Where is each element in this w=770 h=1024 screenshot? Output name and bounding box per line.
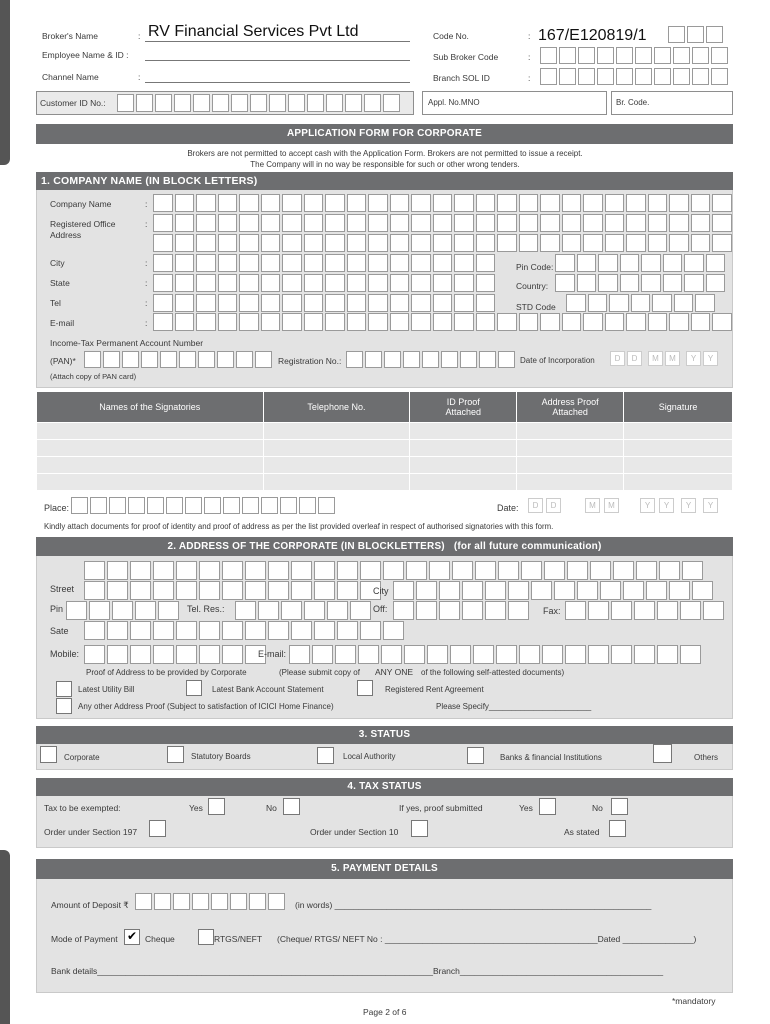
table-cell[interactable] [263,474,410,491]
notice-line-2: The Company will in no way be responsible for such or other wrong tenders. [250,160,520,169]
status-local-authority-label: Local Authority [343,752,396,761]
signatories-id-proof-header: ID Proof Attached [410,392,517,423]
email-label: E-mail [50,318,75,328]
colon: : [145,318,148,328]
sign-date-box[interactable]: Y [640,498,655,513]
email-boxes[interactable] [153,313,732,331]
section-3-title: 3. STATUS [36,726,733,744]
country-label: Country: [516,281,549,291]
date-label: Date: [497,503,519,513]
code-no-boxes[interactable] [668,26,723,43]
order-197-checkbox[interactable] [149,820,166,837]
proof-instruction-b: (Please submit copy of [279,668,360,677]
latest-bank-checkbox[interactable] [186,680,202,696]
std-code-boxes[interactable] [566,294,715,312]
page-number: Page 2 of 6 [363,1007,407,1017]
mode-of-payment-label: Mode of Payment [51,934,118,944]
colon: : [145,298,148,308]
reg-address-boxes-1[interactable] [153,214,732,232]
city-label: City [50,258,65,268]
registration-no-label: Registration No.: [278,356,342,366]
proof-instruction-c: ANY ONE [375,667,414,677]
section-5-title: 5. PAYMENT DETAILS [36,859,733,879]
section-1-title: 1. COMPANY NAME (IN BLOCK LETTERS) [36,172,733,190]
fax-label: Fax: [543,606,561,616]
signatories-name-header: Names of the Signatories [37,392,264,423]
incorp-date-box[interactable]: Y [686,351,701,366]
signatories-signature-header: Signature [624,392,733,423]
colon: : [528,31,531,41]
sub-broker-boxes[interactable] [540,47,728,64]
table-cell[interactable] [410,423,517,440]
status-local-authority-checkbox[interactable] [317,747,334,764]
table-row [37,423,733,440]
amount-in-words[interactable]: (in words) ___________________________________________________________________ [295,900,652,910]
code-no-value: 167/E120819/1 [538,27,647,44]
reg-address-boxes-2[interactable] [153,234,732,252]
tel-label: Tel [50,298,61,308]
order-10-label: Order under Section 10 [310,827,399,837]
proof-yes-checkbox[interactable] [539,798,556,815]
std-code-label: STD Code [516,302,556,312]
latest-utility-label: Latest Utility Bill [78,685,135,694]
sign-date-box[interactable]: M [585,498,600,513]
if-yes-proof-label: If yes, proof submitted [399,803,483,813]
tax-yes-label: Yes [189,803,203,813]
employee-field[interactable] [145,46,410,61]
amount-boxes[interactable] [135,893,285,910]
table-cell[interactable] [410,457,517,474]
tel-res-label: Tel. Res.: [187,604,225,614]
colon: : [528,52,531,62]
street-boxes[interactable] [84,581,381,600]
city-label-2: City [373,586,389,596]
colon: : [145,219,148,229]
order-10-checkbox[interactable] [411,820,428,837]
table-cell[interactable] [410,440,517,457]
place-label: Place: [44,503,70,513]
customer-id-label: Customer ID No.: [40,98,106,108]
order-197-label: Order under Section 197 [44,827,138,837]
channel-label: Channel Name [42,72,99,82]
table-cell[interactable] [517,440,624,457]
registered-office-label: Registered Office [50,219,116,229]
pan-note: (Attach copy of PAN card) [50,372,137,381]
pin-code-boxes[interactable] [555,254,725,272]
state-boxes[interactable] [153,274,495,292]
any-other-proof-checkbox[interactable] [56,698,72,714]
tax-exempted-label: Tax to be exempted: [44,803,121,813]
state-boxes-2[interactable] [84,621,404,640]
incorp-date-box[interactable]: D [610,351,625,366]
tel-res-boxes[interactable] [235,601,371,620]
branch-sol-boxes[interactable] [540,68,728,85]
date-of-incorporation-label: Date of Incorporation [520,356,595,365]
proof-no-checkbox[interactable] [611,798,628,815]
latest-utility-checkbox[interactable] [56,681,72,697]
table-cell[interactable] [37,457,264,474]
as-stated-checkbox[interactable] [609,820,626,837]
status-banks-checkbox[interactable] [467,747,484,764]
tax-exempt-yes-checkbox[interactable] [208,798,225,815]
status-statutory-label: Statutory Boards [191,752,251,761]
table-cell[interactable] [624,457,733,474]
incorp-date-box[interactable]: M [648,351,663,366]
channel-field[interactable] [145,68,410,83]
pin-code-label: Pin Code: [516,262,554,272]
email-label-2: E-mail: [258,649,287,659]
sign-date-box[interactable]: Y [659,498,674,513]
table-row [37,440,733,457]
pan-label-1: Income-Tax Permanent Account Number [50,338,204,348]
city-boxes-2[interactable] [393,581,713,600]
sub-broker-label: Sub Broker Code [433,52,499,62]
signatories-tel-header: Telephone No. [263,392,410,423]
table-cell[interactable] [37,440,264,457]
off-label: Off: [373,604,388,614]
mobile-label: Mobile: [50,649,80,659]
address-boxes-top[interactable] [84,561,703,580]
colon: : [528,73,531,83]
pan-label-2: (PAN)* [50,356,76,366]
customer-id-boxes[interactable] [117,94,400,112]
mandatory-note: *mandatory [672,996,716,1006]
section-2-title: 2. ADDRESS OF THE CORPORATE (IN BLOCKLETTERS) [167,541,445,552]
any-other-proof-label: Any other Address Proof (Subject to satisfaction of ICICI Home Finance) [78,702,334,711]
city-boxes[interactable] [153,254,495,272]
sign-date-box[interactable]: M [604,498,619,513]
incorp-date-box[interactable]: Y [703,351,718,366]
status-statutory-checkbox[interactable] [167,746,184,763]
cheque-label: Cheque [145,934,175,944]
table-cell[interactable] [624,423,733,440]
brokers-name-label: Broker's Name [42,31,98,41]
section-2-title-suffix: (for all future communication) [453,541,602,552]
proof-yes-label: Yes [519,803,533,813]
email-boxes-2[interactable] [289,645,701,664]
pin-boxes-2[interactable] [66,601,179,620]
status-corporate-label: Corporate [64,753,100,762]
table-cell[interactable] [410,474,517,491]
tax-exempt-no-checkbox[interactable] [283,798,300,815]
table-cell[interactable] [37,474,264,491]
colon: : [138,31,141,41]
rtgs-checkbox[interactable] [198,929,214,945]
rtgs-label: RTGS/NEFT [214,934,263,944]
registration-no-boxes[interactable] [346,351,515,368]
status-others-checkbox[interactable] [653,744,672,763]
proof-no-label: No [592,803,603,813]
table-cell[interactable] [517,423,624,440]
please-specify-label[interactable]: Please Specify_______________________ [436,702,592,711]
table-cell[interactable] [263,457,410,474]
table-cell[interactable] [263,440,410,457]
as-stated-label: As stated [564,827,600,837]
state-label-2: Sate [50,626,69,636]
country-boxes[interactable] [555,274,725,292]
amount-deposit-label: Amount of Deposit ₹ [51,900,129,910]
colon: : [145,199,148,209]
status-banks-label: Banks & financial Institutions [500,753,602,762]
company-name-label: Company Name [50,199,112,209]
table-row [37,457,733,474]
status-corporate-checkbox[interactable] [40,746,57,763]
bank-details-line[interactable]: Bank details_______________________________________________________________________Branch___________________________________________ [51,966,664,976]
sign-date-box[interactable]: Y [681,498,696,513]
table-cell[interactable] [37,423,264,440]
cheque-checkbox[interactable]: ✔ [124,929,140,945]
table-cell[interactable] [517,457,624,474]
pin-label-2: Pin [50,604,64,614]
table-cell[interactable] [624,474,733,491]
off-boxes[interactable] [393,601,529,620]
branch-sol-label: Branch SOL ID [433,73,490,83]
place-boxes[interactable] [71,497,335,514]
status-others-label: Others [694,753,719,762]
tax-no-label: No [266,803,277,813]
sign-date-box[interactable]: D [546,498,561,513]
employee-label: Employee Name & ID : [42,50,129,60]
incorp-date-box[interactable]: D [627,351,642,366]
proof-instruction-d: of the following self-attested documents) [421,668,565,677]
fax-boxes[interactable] [565,601,724,620]
section-4-title: 4. TAX STATUS [36,778,733,796]
appl-no-label: Appl. No.MNO [428,98,480,107]
attach-note: Kindly attach documents for proof of identity and proof of address as per the list provided overleaf in respect of authorised signatories with this form. [44,522,554,531]
table-row [37,474,733,491]
br-code-label: Br. Code. [616,98,650,107]
pan-boxes[interactable] [84,351,272,368]
binder-tab-bottom [0,850,10,1024]
table-cell[interactable] [624,440,733,457]
brokers-name-value: RV Financial Services Pvt Ltd [148,23,359,40]
sign-date-box[interactable]: Y [703,498,718,513]
proof-instruction-a: Proof of Address to be provided by Corporate [86,668,247,677]
mobile-boxes[interactable] [84,645,266,664]
signatories-table [36,391,733,491]
sign-date-box[interactable]: D [528,498,543,513]
company-name-boxes[interactable] [153,194,732,212]
form-title: APPLICATION FORM FOR CORPORATE [36,124,733,144]
table-cell[interactable] [263,423,410,440]
notice-line-1: Brokers are not permitted to accept cash with the Application Form. Brokers are not permitted to issue a receipt. [187,149,583,158]
signatories-address-proof-header: Address Proof Attached [517,392,624,423]
colon: : [145,258,148,268]
colon: : [138,72,141,82]
section-2-title-bar [36,537,733,556]
state-label: State [50,278,70,288]
table-cell[interactable] [517,474,624,491]
binder-tab-top [0,0,10,165]
incorp-date-box[interactable]: M [665,351,680,366]
address-label: Address [50,230,82,240]
street-label: Street [50,584,75,594]
code-no-label: Code No. [433,31,469,41]
tel-boxes[interactable] [153,294,495,312]
registered-rent-label: Registered Rent Agreement [385,685,484,694]
latest-bank-label: Latest Bank Account Statement [212,685,324,694]
registered-rent-checkbox[interactable] [357,680,373,696]
cheque-no-line[interactable]: (Cheque/ RTGS/ NEFT No : _____________________________________________Dated _______________) [277,934,697,944]
colon: : [145,278,148,288]
